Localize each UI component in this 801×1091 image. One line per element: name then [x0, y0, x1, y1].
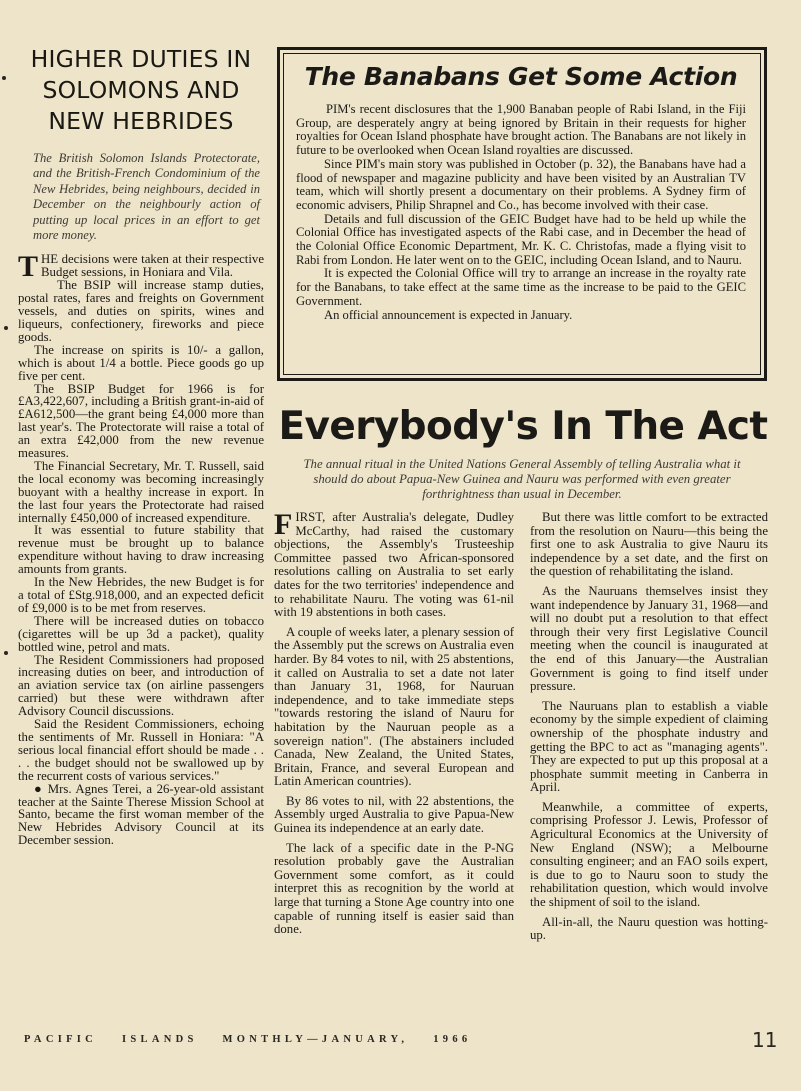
boxed-article — [277, 47, 767, 381]
paragraph-text: IRST, after Australia's delegate, Dudley McCarthy, had raised the customary objections, the Assembly's Trusteeship Committee passed two African-sponsored resolutions calling on Australia to set early dates for the two territories' independence and to rehabilitate Nauru. The voting was 61-nil with 19 abstentions in both cases. — [274, 510, 514, 620]
paragraph: Details and full discussion of the GEIC Budget have had to be held up while the Colonial Office has investigated aspects of the Rabi case, and in December the head of the Colonial Office Economic Department, Mr. K. C. Christofas, made a flying visit to Rabi from London. He later went on to the GEIC, including Ocean Island, and to Nauru. — [296, 211, 746, 267]
margin-mark — [4, 651, 8, 655]
paragraph: An official announcement is expected in January. — [324, 307, 573, 322]
paragraph: Since PIM's main story was published in October (p. 32), the Banabans have had a flood of newspaper and magazine publicity and have been visited by an Australian TV team, which will shortly present a documentary on their problems. A Sydney firm of economic advisers, Philip Shrapnel and Co., has become involved with their case. — [296, 156, 746, 212]
page-number: 11 — [752, 1028, 778, 1052]
main-article-standfirst: The annual ritual in the United Nations General Assembly of telling Australia what it should do about Papua-New Guinea and Nauru was performed with even greater forthrightness than usual in December. — [303, 457, 741, 501]
paragraph: The Nauruans plan to establish a viable economy by the simple expedient of claiming ownership of the phosphate industry and getting the BPC to act as "managing agents". They are expected to put up this proposal at a phosphate summit meeting in Canberra in April. — [530, 698, 768, 795]
paragraph: Meanwhile, a committee of experts, comprising Professor J. Lewis, Professor of Agricultural Economics at the University of New England (NSW); a Melbourne consulting engineer; and an FAO soils expert, is due to go to Nauru soon to study the rehabilitation question, which would involve the shipment of soil to the island. — [530, 799, 768, 910]
margin-mark — [2, 76, 6, 80]
paragraph: It was essential to future stability that revenue must be brought up to balance expenditure without having to draw increasing amounts from grants. — [18, 523, 264, 577]
boxed-article-title: The Banabans Get Some Action — [304, 62, 738, 91]
paragraph: All-in-all, the Nauru question was hotting-up. — [530, 914, 768, 943]
left-article-body — [18, 250, 264, 848]
paragraph: But there was little comfort to be extracted from the resolution on Nauru—this being the first one to ask Australia to give Nauru its independence by a set date, and the first on the question of rehabilitating the island. — [530, 510, 768, 579]
paragraph: As the Nauruans themselves insist they want independence by January 31, 1968—and will no doubt put a resolution to that effect through their very first Legislative Council meeting when the council is inaugurated at the end of this January—the Australian Government is going to find itself under pressure. — [530, 583, 768, 694]
margin-mark — [4, 326, 8, 330]
left-article-headline: HIGHER DUTIES IN SOLOMONS AND NEW HEBRIDES — [30, 45, 252, 135]
left-article-first-paragraph — [18, 250, 264, 284]
paragraph: ● Mrs. Agnes Terei, a 26-year-old assistant teacher at the Sainte Therese Mission School at Santo, became the first woman member of the New Hebrides Advisory Council at its December session. — [18, 781, 264, 848]
boxed-article-body — [296, 103, 746, 322]
main-article-first-paragraph — [274, 508, 514, 620]
paragraph: The increase on spirits is 10/- a gallon, which is about 1/4 a bottle. Piece goods go up five per cent. — [18, 342, 264, 383]
boxed-article-inner — [283, 53, 761, 375]
paragraph: Said the Resident Commissioners, echoing the sentiments of Mr. Russell in Honiara: "A serious local financial effort should be made . . . . the budget should not be swallowed up by the recurrent costs of various services." — [18, 717, 264, 783]
drop-cap: F — [274, 508, 293, 541]
left-article — [18, 44, 264, 847]
paragraph-text: HE decisions were taken at their respective Budget sessions, in Honiara and Vila. — [41, 252, 264, 280]
drop-cap: T — [18, 250, 39, 284]
paragraph: The Financial Secretary, Mr. T. Russell, said the local economy was becoming increasingly buoyant with a healthy increase in export. In the last four years the Protectorate had raised internally £450,000 of increased expenditure. — [18, 458, 264, 525]
paragraph: It is expected the Colonial Office will try to arrange an increase in the royalty rate for the Banabans, to take effect at the same time as the increase to be paid to the GEIC Government. — [296, 266, 746, 308]
paragraph: The BSIP will increase stamp duties, postal rates, fares and freights on Government vessels, and duties on spirits, wines and liqueurs, confectionery, fireworks and piece goods. — [18, 278, 264, 344]
main-article-headline: Everybody's In The Act — [278, 404, 768, 449]
paragraph: By 86 votes to nil, with 22 abstentions, the Assembly urged Australia to give Papua-New Guinea its independence at an early date. — [274, 793, 514, 836]
footer-masthead: PACIFIC ISLANDS MONTHLY—JANUARY, 1966 — [24, 1034, 472, 1045]
paragraph: A couple of weeks later, a plenary session of the Assembly put the screws on Australia even harder. By 84 votes to nil, with 25 abstentions, it called on Australia to set a date not later than January 31, 1968, for Nauruan independence, and to take immediate steps "towards restoring the island of Nauru for habitation by the Nauruan people as a sovereign nation". (The abstainers included Canada, New Zealand, the United States, Britain, France, and several European and Latin American countries). — [274, 624, 514, 789]
page-footer — [0, 1028, 801, 1056]
paragraph: In the New Hebrides, the new Budget is for a total of £Stg.918,000, and an expected deficit of £9,000 is to be met from reserves. — [18, 575, 264, 615]
paragraph: The Resident Commissioners had proposed increasing duties on beer, and introduction of an aviation service tax (on airline passengers carried) but these were withdrawn after Advisory Council discussions. — [18, 652, 264, 719]
paragraph: There will be increased duties on tobacco (cigarettes will be up 3d a packet), quality bottled wine, petrol and mats. — [18, 613, 264, 654]
paragraph: The BSIP Budget for 1966 is for £A3,422,607, including a British grant-in-aid of £A612,500—the grant being £4,000 more than last year's. The Protectorate will raise a total of an extra £42,000 from the new revenue measures. — [18, 381, 264, 461]
main-article-column-2 — [530, 511, 768, 943]
left-article-standfirst: The British Solomon Islands Protectorate, and the British-French Condominium of the New Hebrides, being neighbours, decided in December on the neighbourly action of putting up local prices in an effort to get more money. — [33, 151, 260, 243]
main-article-column-1 — [274, 508, 515, 937]
paragraph: The lack of a specific date in the P-NG resolution probably gave the Australian Government some comfort, as it could interpret this as recognition by the world at large that turning a Stone Age country into one capable of running itself is easier said than done. — [274, 840, 515, 937]
paragraph: PIM's recent disclosures that the 1,900 Banaban people of Rabi Island, in the Fiji Group, are desperately angry at being ignored by Britain in their requests for higher royalties for Ocean Island phosphate have brought action. The Banabans are not likely in future to be overlooked when Ocean Island royalties are discussed. — [296, 102, 746, 158]
